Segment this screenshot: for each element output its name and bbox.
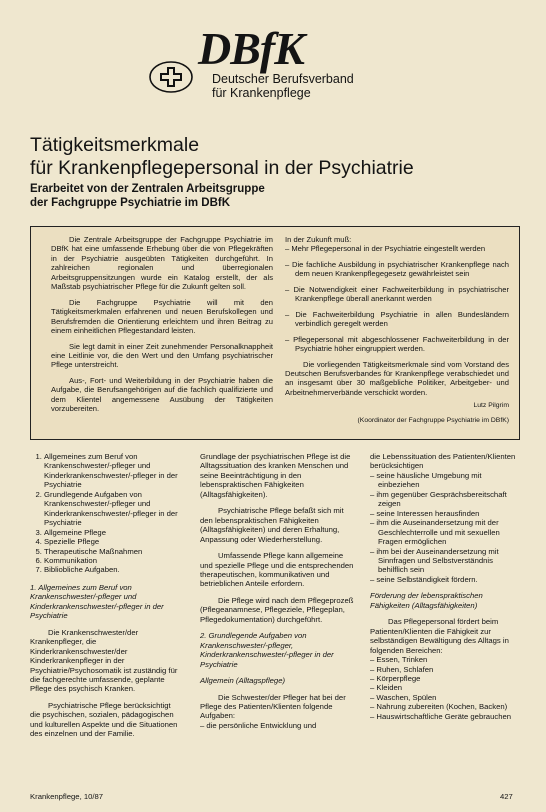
body-paragraph: Die Pflege wird nach dem Pflegeprozeß (Pflegeanamnese, Pflegeziele, Pflegeplan, Pflegedokumentation) durchgeführt. (200, 595, 354, 624)
list-item: – Kleiden (370, 683, 403, 693)
toc-item: 4. Spezielle Pflege (44, 537, 182, 546)
org-name-line2: für Krankenpflege (212, 86, 311, 100)
list-item: – Ruhen, Schlafen (370, 664, 434, 674)
intro-paragraph: Sie legt damit in einer Zeit zunehmender Personalknappheit eine Leitlinie vor, die den Wert und den Umfang psychiatrischer Pflege unterstreicht. (51, 341, 273, 370)
intro-list-item: – Die Notwendigkeit einer Fachweiterbildung in psychiatrischer Krankenpflege überall anerkannt werden (285, 284, 509, 304)
signature-name: Lutz Pilgrim (473, 402, 509, 410)
body-column-1 (30, 452, 182, 746)
intro-list-item: – Mehr Pflegepersonal in der Psychiatrie eingestellt werden (285, 244, 486, 254)
journal-footer: Krankenpflege, 10/87 (30, 792, 104, 801)
toc-item: 3. Allgemeine Pflege (44, 528, 182, 537)
section-heading: 1. Allgemeines zum Beruf von Krankenschwester/-pfleger und Kinderkrankenschwester/-pfleger in der Psychiatrie (30, 582, 164, 621)
page-number: 427 (500, 792, 513, 801)
list-item: – Hauswirtschaftliche Geräte gebrauchen (370, 711, 512, 721)
subsection-heading: Förderung der lebenspraktischen Fähigkeiten (Alltagsfähigkeiten) (370, 591, 483, 610)
body-paragraph: Umfassende Pflege kann allgemeine und spezielle Pflege und die entsprechenden therapeutischen, kommunikativen und betrieblichen Anteile erfordern. (200, 551, 354, 589)
list-item: – ihm bei der Auseinandersetzung mit Sinnfragen und Selbstverständnis behilflich sein (370, 546, 499, 575)
list-item: – seine Interessen herausfinden (370, 508, 480, 518)
intro-left-column (51, 235, 273, 420)
list-item: – Waschen, Spülen (370, 692, 437, 702)
intro-paragraph: Die Fachgruppe Psychiatrie will mit den Tätigkeitsmerkmalen erfahrenen und neuen Berufskollegen und Berufsfremden die Orientierung erleichtern und ihren Beitrag zu einem einheitlichen Pflegestandard leisten. (51, 297, 273, 336)
intro-right-column (285, 235, 509, 431)
intro-right-lead: In der Zukunft muß: (285, 235, 352, 244)
title-line2: für Krankenpflegepersonal in der Psychiatrie (30, 157, 414, 179)
list-item: – ihm die Auseinandersetzung mit der Geschlechterrolle und mit sexuellen Fragen ermöglichen (370, 518, 500, 547)
signature-role: (Koordinator der Fachgruppe Psychiatrie im DBfK) (357, 417, 509, 425)
list-item: – Körperpflege (370, 673, 421, 683)
intro-paragraph: Die Zentrale Arbeitsgruppe der Fachgruppe Psychiatrie im DBfK hat eine umfassende Erhebung über die von Pflegekräften in der Psychiatrie ausgeübten Tätigkeiten durchgeführt. In zahlreichen regionalen und überregionalen Arbeitsgruppensitzungen wurde ein Katalog erstellt, der als Maßstab psychiatrischer Pflege für die Zukunft gelten soll. (51, 235, 273, 292)
list-item: – Nahrung zubereiten (Kochen, Backen) (370, 702, 508, 712)
page-title (30, 134, 414, 180)
org-name-line1: Deutscher Berufsverband (212, 72, 354, 86)
toc-item: 6. Kommunikation (44, 556, 182, 565)
subtitle-line2: der Fachgruppe Psychiatrie im DBfK (30, 197, 231, 209)
toc-item: 2. Grundlegende Aufgaben von Krankenschwester/-pfleger und Kinderkrankenschwester/-pfleger in der Psychiatrie (44, 490, 182, 528)
toc-item: 1. Allgemeines zum Beruf von Krankenschwester/-pfleger und Kinderkrankenschwester/-pfleger in der Psychiatrie (44, 452, 182, 490)
list-item: – seine Selbständigkeit fördern. (370, 574, 478, 584)
intro-list-item: – Die fachliche Ausbildung in psychiatrischer Krankenpflege nach dem neuen Krankenpflegegesetz gewährleistet sein (285, 259, 509, 279)
intro-list-item: – Die Fachweiterbildung Psychiatrie in allen Bundesländern verbindlich geregelt werden (285, 309, 509, 329)
intro-closing: Die vorliegenden Tätigkeitsmerkmale sind vom Vorstand des Deutschen Berufsverbandes für Krankenpflege verabschiedet und an insgesamt über 30 maßgebliche Politiker, Arbeitgeber- und Arbeitnehmerverbände verschickt worden. (285, 359, 509, 397)
body-paragraph: Psychiatrische Pflege befaßt sich mit den lebenspraktischen Fähigkeiten (Alltagsfähigkeiten) und deren Erhaltung, Anpassung oder Wiederherstellung. (200, 506, 344, 544)
bereiche-list (370, 655, 520, 721)
body-paragraph: Die Schwester/der Pfleger hat bei der Pflege des Patienten/Klienten folgende Aufgaben: (200, 692, 346, 721)
subtitle (30, 182, 265, 210)
title-line1: Tätigkeitsmerkmale (30, 134, 200, 156)
body-paragraph: Grundlage der psychiatrischen Pflege ist die Alltagssituation des kranken Menschen und seine Beeinträchtigung in den lebenspraktischen Fähigkeiten (Alltagsfähigkeiten). (200, 452, 351, 499)
intro-box (30, 226, 520, 440)
toc-item: 5. Therapeutische Maßnahmen (44, 547, 182, 556)
list-item: – die persönliche Entwicklung und (200, 720, 317, 730)
logo-letters: DBfK (198, 23, 304, 74)
list-item: – seine häusliche Umgebung mit einbeziehen (370, 470, 482, 490)
body-paragraph: Die Krankenschwester/der Krankenpfleger, die Kinderkrankenschwester/der Kinderkrankenpfleger in der Psychiatrie/Psychosomatik ist zuständig für die fachgerechte umfassende, geplante Pflege des psychisch Kranken. (30, 627, 178, 694)
body-column-3 (370, 452, 520, 728)
intro-list-item: – Pflegepersonal mit abgeschlossener Fachweiterbildung in der Psychiatrie höher eingruppiert werden. (285, 334, 509, 354)
dbfk-logo-emblem (148, 60, 194, 94)
intro-paragraph: Aus-, Fort- und Weiterbildung in der Psychiatrie haben die Aufgabe, die Berufsangehörigen auf die fachlich qualifizierte und dem Klientel angemessene Ausübung der Tätigkeiten vorzubereiten. (51, 375, 273, 414)
subsection-heading: Allgemein (Alltagspflege) (200, 676, 286, 686)
list-item: – Essen, Trinken (370, 655, 428, 665)
body-paragraph: die Lebenssituation des Patienten/Klienten berücksichtigen (370, 452, 516, 471)
body-column-2 (200, 452, 358, 730)
body-paragraph: Das Pflegepersonal fördert beim Patienten/Klienten die Fähigkeit zur selbständigen Bewältigung des Alltags in folgenden Bereichen: (370, 617, 509, 655)
section-heading: 2. Grundlegende Aufgaben von Krankenschwester/-pfleger, Kinderkrankenschwester/-pfleger in der Psychiatrie (200, 631, 334, 669)
subtitle-line1: Erarbeitet von der Zentralen Arbeitsgruppe (30, 183, 265, 195)
body-paragraph: Psychiatrische Pflege berücksichtigt die psychischen, sozialen, pädagogischen und kulturellen Aspekte und die Situationen des einzelnen und der Familie. (30, 700, 178, 739)
toc-item: 7. Bibliobliche Aufgaben. (44, 565, 182, 574)
list-item: – ihm gegenüber Gesprächsbereitschaft zeigen (370, 489, 507, 509)
table-of-contents (30, 452, 182, 575)
aufgaben-list (370, 471, 520, 584)
